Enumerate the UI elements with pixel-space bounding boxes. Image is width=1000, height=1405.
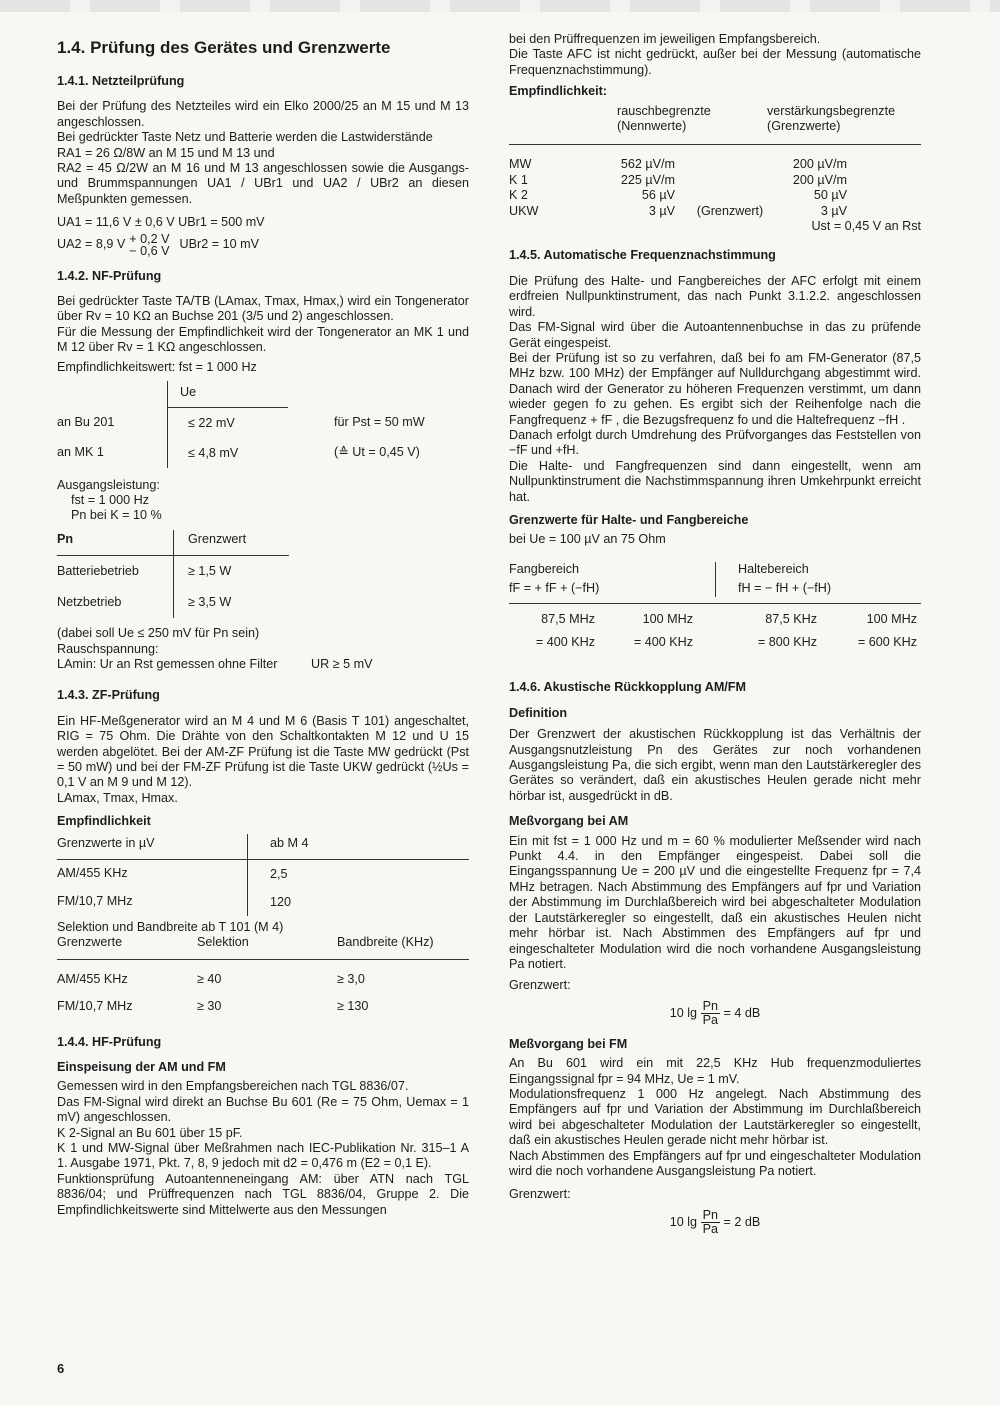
table-cell [675,188,785,203]
paragraph: Ein mit fst = 1 000 Hz und m = 60 % modulierter Meßsender wird nach Punkt 4.4. in den Empfänger eingespeist. Dabei soll die Eingangsspannung Ue = 200 µV und die eingestellte Frequenz fpr = 7,4 MHz betragen. Nach Abstimmung des Empfängers auf fpr und Variation der Abstimmung im Durchlaßbereich wird bei abgeschalteter Modulation der Lautstärkeregler so eingestellt, daß ein akustisches Heulen nicht mehr hörbar ist. Nach Abstimmen des Empfängers auf fpr und eingeschalteter Modulation wird die noch vorhandene Ausgangsleistung Pa notiert. [509,833,921,971]
table-header: fF = + fF + (−fH) [509,581,600,596]
table-header: rauschbegrenzte [617,103,711,118]
table-cell: 87,5 KHz [765,611,817,626]
table-cell: MW [509,157,532,172]
section-heading-1-4-4: 1.4.4. HF-Prüfung [57,1034,162,1049]
table-cell: K 2 [509,188,528,203]
table-header: Grenzwerte in µV [57,835,155,850]
noise-value: UR ≥ 5 mV [310,656,373,671]
table-row [509,612,921,627]
table-cell [675,157,785,172]
paragraph: Das FM-Signal wird direkt an Buchse Bu 601 (Re = 75 Ohm, Uemax = 1 mV) angeschlossen. [57,1094,469,1125]
paragraph: Bei gedrückter Taste Netz und Batterie werden die Lastwiderstände [57,130,433,145]
table-cell: an Bu 201 [57,414,115,429]
paragraph: bei Ue = 100 µV an 75 Ohm [509,532,666,547]
table-cell: ≥ 3,5 W [173,587,231,618]
table-row [57,587,469,618]
table-cell: ≥ 1,5 W [173,556,231,587]
paragraph: Bei der Prüfung des Netzteiles wird ein Elko 2000/25 an M 15 und M 13 angeschlossen. [57,99,469,129]
section-heading-1-4-6: 1.4.6. Akustische Rückkopplung AM/FM [509,680,746,695]
paragraph: Empfindlichkeitswert: fst = 1 000 Hz [57,359,257,374]
formula-ua2-left: UA2 = 8,9 V [57,236,126,251]
table-cell: ≥ 3,0 [337,971,365,986]
table-cell: 120 [247,888,291,916]
table-header: Grenzwerte [57,935,123,950]
table-cell: (≙ Ut = 0,45 V) [334,444,420,459]
paragraph: Grenzwert: [509,1187,571,1202]
table-row [57,888,469,916]
table-row [509,188,921,203]
formula-ua2-minus: − 0,6 V [129,243,170,258]
table-cell: 87,5 MHz [541,611,595,626]
formula-fm [509,1209,921,1236]
hf-sensitivity-table [509,104,921,235]
paragraph: Für die Messung der Empfindlichkeit wird der Tongenerator an MK 1 und M 12 über Rv = 1 KΩ angeschlossen. [57,324,469,355]
table-cell: = 400 KHz [535,635,595,649]
table-header: Ue [167,381,288,407]
paragraph: Funktionsprüfung Autoantenneneingang AM: über ATN nach TGL 8836/04; und Prüffrequenzen nach TGL 8836/04, Gruppe 2. Die Empfindlichkeitswerte sind Mittelwerte aus den Messungen [57,1171,469,1217]
table-cell: ≥ 40 [197,971,222,986]
paragraph: Ausgangsleistung: [57,477,160,492]
table-header: ab M 4 [247,834,430,859]
table-cell: = 600 KHz [857,635,917,649]
noise-text: LAmin: Ur an Rst gemessen ohne Filter [57,656,278,671]
paragraph: Bei der Prüfung ist so zu verfahren, daß bei fo am FM-Generator (87,5 MHz bzw. 100 MHz) der Empfänger auf Nulldurchgang abgestimmt wird. Danach wird der Generator zu höheren Frequenzen verstimmt, um dann wieder gegen fo zu gehen. Es ergibt sich der Reihenfolge nach die Fangfrequenz + fF , die Bezugsfrequenz fo und die Haltefrequenz −fH . [509,350,921,427]
paragraph: Rauschspannung: [57,641,159,656]
table-row [57,860,469,888]
table-row [57,999,469,1014]
paragraph: bei den Prüffrequenzen im jeweiligen Empfangsbereich. [509,32,821,46]
table-cell: Batteriebetrieb [57,563,139,578]
table-footnote: Ust = 0,45 V an Rst [811,219,921,234]
paragraph: (dabei soll Ue ≤ 250 mV für Pn sein) [57,626,260,641]
table-cell: 2,5 [247,860,288,888]
left-column [57,32,469,1218]
paragraph: Bei gedrückter Taste TA/TB (LAmax, Tmax, Hmax,) wird ein Tongenerator über Rv = 10 KΩ an Buchse 201 (3/5 und 2) angeschlossen. [57,294,469,324]
formula-am [509,1000,921,1027]
paragraph: An Bu 601 wird ein mit 22,5 KHz Hub frequenzmoduliertes Eingangssignal fpr = 94 MHz, Ue = 1 mV. [509,1056,921,1086]
table-cell: 100 MHz [642,611,693,626]
formula-prefix: 10 lg [669,1214,698,1229]
subheading-einspeisung: Einspeisung der AM und FM [57,1060,226,1075]
table-header: (Grenzwerte) [767,119,841,134]
table-header: Haltebereich [738,561,809,576]
table-cell: 562 µV/m [620,157,675,172]
table-row [57,972,469,987]
formula-ua1: UA1 = 11,6 V ± 0,6 V UBr1 = 500 mV [57,215,265,230]
subheading-empfindlichkeit: Empfindlichkeit: [509,84,607,99]
nf-sensitivity-table [57,381,469,467]
paragraph: Nach Abstimmen des Empfängers auf fpr und eingeschalteter Modulation wird die noch vorhandene Ausgangsleistung Pa notiert. [509,1148,921,1178]
subheading-definition: Definition [509,705,568,720]
section-heading-1-4-2: 1.4.2. NF-Prüfung [57,268,162,283]
table-cell: UKW [509,203,539,218]
paragraph: Gemessen wird in den Empfangsbereichen nach TGL 8836/07. [57,1079,409,1094]
subheading-grenzwerte: Grenzwerte für Halte- und Fangbereiche [509,512,749,527]
table-row [509,635,921,650]
paragraph: RA1 = 26 Ω/8W an M 15 und M 13 und [57,145,275,160]
paragraph: Die Prüfung des Halte- und Fangbereiches der AFC erfolgt mit einem erdfreien Nullpunktinstrument, das nach Punkt 3.1.2.2. angeschlossen wird. [509,273,921,319]
table-cell: Netzbetrieb [57,594,122,609]
formula-ua2-plus: + 0,2 V [129,231,170,246]
table-cell: 200 µV/m [792,157,847,172]
table-header: (Nennwerte) [617,119,687,134]
formula-numerator: Pn [702,1207,718,1222]
table-cell: 3 µV [648,203,675,218]
paragraph: Die Taste AFC ist nicht gedrückt, außer bei der Messung (automatische Frequenznachstimmung). [509,47,921,77]
paragraph: Ein HF-Meßgenerator wird an M 4 und M 6 (Basis T 101) angeschaltet, RIG = 75 Ohm. Die Drähte von den Schaltkontakten M 12 und U 15 werden abgelötet. Bei der AM-ZF Prüfung ist die Taste MW gedrückt (Pst = 50 mW) und bei der FM-ZF Prüfung ist die Taste UKW gedrückt (½Us = 0,1 V an M 9 und M 12). [57,713,469,790]
table-header: Bandbreite (KHz) [337,935,434,950]
table-cell: ≤ 4,8 mV [167,438,334,468]
table-cell: ≥ 30 [197,999,222,1014]
table-cell: 100 MHz [866,611,917,626]
table-cell: ≥ 130 [337,999,369,1014]
table-header: Grenzwert [173,530,246,555]
table-cell: 50 µV [813,188,847,203]
paragraph: Modulationsfrequenz 1 000 Hz angelegt. Nach Abstimmung des Empfängers auf fpr und Variation der Abstimmung im Durchlaßbereich wird bei abgeschalteter Modulation der Lautstärkeregler so eingestellt, daß ein akustisches Heulen gerade nicht mehr hörbar ist. [509,1086,921,1148]
table-cell: an MK 1 [57,444,104,459]
formula-denominator: Pa [702,1012,718,1027]
paragraph: Die Halte- und Fangfrequenzen sind dann eingestellt, wenn am Nullpunktinstrument die Nachstimmspannung ihren Umkehrpunkt erreicht hat. [509,458,921,504]
table-cell: ≤ 22 mV [167,408,334,438]
subheading-messvorgang-am: Meßvorgang bei AM [509,814,629,829]
formula-numerator: Pn [702,998,718,1013]
subheading-messvorgang-fm: Meßvorgang bei FM [509,1036,628,1051]
section-heading-1-4-5: 1.4.5. Automatische Frequenznachstimmung [509,248,776,263]
subheading-empfindlichkeit: Empfindlichkeit [57,814,151,829]
table-cell: 200 µV/m [792,172,847,187]
page-edge-strip [0,0,1000,12]
table-cell [675,173,785,188]
paragraph: LAmax, Tmax, Hmax. [57,790,178,805]
paragraph: K 2-Signal an Bu 601 über 15 pF. [57,1125,243,1140]
table-header: verstärkungsbegrenzte [767,103,896,118]
table-cell: 3 µV [820,203,847,218]
table-header: fH = − fH + (−fH) [738,581,832,596]
table-row [57,438,469,468]
paragraph: fst = 1 000 Hz [71,492,150,507]
table-cell: = 800 KHz [757,635,817,649]
paragraph: Der Grenzwert der akustischen Rückkopplung ist das Verhältnis der Ausgangsnutzleistung Pn des Gerätes zur noch vorhandenen Ausgangsleistung Pa, die sich ergibt, wenn man den Lautstärkeregler des Gerätes so verändert, daß ein akustisches Heulen gerade nicht mehr hörbar ist, ausgedrückt in dB. [509,727,921,803]
table-cell: = 400 KHz [633,635,693,649]
paragraph: Das FM-Signal wird über die Autoantennenbuchse in das zu prüfende Gerät eingespeist. [509,320,921,350]
paragraph: RA2 = 45 Ω/2W an M 16 und M 13 angeschlossen sowie die Ausgangs- und Brummspannungen UA1 / UBr1 und UA2 / UBr2 an diesen Meßpunkten gemessen. [57,161,469,206]
table-row [509,204,921,219]
table-cell: für Pst = 50 mW [334,414,425,429]
zf-sensitivity-table [57,834,469,916]
paragraph: Pn bei K = 10 % [71,508,162,523]
table-header: Fangbereich [509,561,580,576]
table-cell: AM/455 KHz [57,866,128,881]
table-header: Pn [57,531,74,546]
formula-value: = 4 dB [723,1005,761,1020]
table-row [57,408,469,438]
table-cell: AM/455 KHz [57,971,128,986]
afc-table [509,562,921,651]
section-heading-1-4-1: 1.4.1. Netzteilprüfung [57,74,185,88]
right-column [509,32,921,1236]
table-cell: 56 µV [641,188,675,203]
table-row [509,157,921,172]
table-cell: FM/10,7 MHz [57,894,133,909]
page-number: 6 [57,1361,65,1376]
table-header: Selektion [197,935,249,950]
table-row [509,173,921,188]
table-cell: (Grenzwert) [696,203,764,218]
table-cell: FM/10,7 MHz [57,999,133,1014]
paragraph: Selektion und Bandbreite ab T 101 (M 4) [57,920,284,934]
table-cell: K 1 [509,172,528,187]
paragraph: Grenzwert: [509,978,571,993]
formula-denominator: Pa [702,1221,718,1236]
paragraph: K 1 und MW-Signal über Meßrahmen nach IEC-Publikation Nr. 315–1 A 1. Ausgabe 1971, Pkt. 7, 8, 9 jedoch mit d2 = 0,476 m (E2 = 0,1 E). [57,1141,469,1171]
formula-ubr2: UBr2 = 10 mV [179,236,259,251]
formula-prefix: 10 lg [669,1005,698,1020]
paragraph [57,657,469,672]
formula-value: = 2 dB [723,1214,761,1229]
output-power-table [57,530,469,618]
table-cell: 225 µV/m [620,172,675,187]
paragraph: Danach erfolgt durch Umdrehung des Prüfvorganges das Feststellen von −fF und +fH. [509,427,921,458]
selection-table [57,935,469,1014]
section-heading-1-4-3: 1.4.3. ZF-Prüfung [57,688,160,703]
table-row [57,556,469,587]
page-title: 1.4. Prüfung des Gerätes und Grenzwerte [57,38,391,57]
formula-ua2 [57,233,469,257]
